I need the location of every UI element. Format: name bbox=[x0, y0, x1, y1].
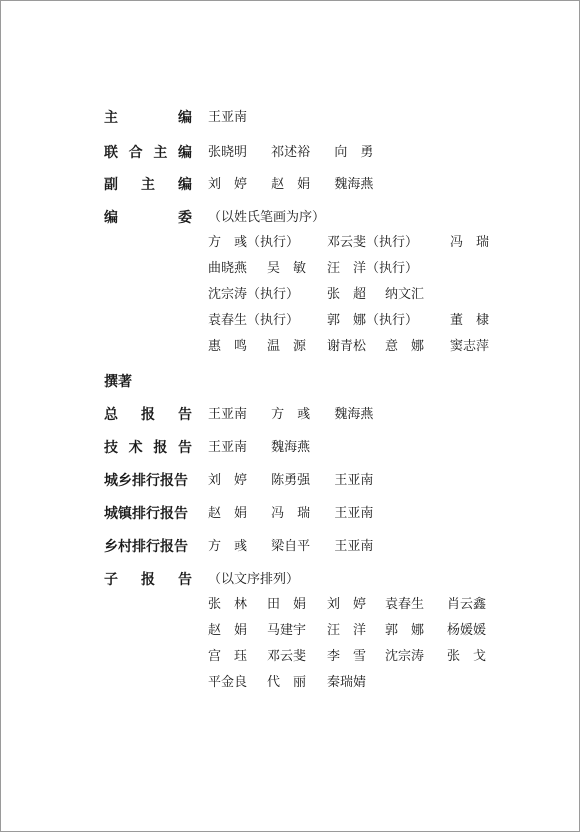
editor-name: 王亚南 bbox=[208, 110, 248, 125]
technical-report-names bbox=[208, 437, 310, 459]
deputy-editor-name: 赵 娟 bbox=[271, 177, 311, 192]
sub-report-name: 宫 珏 bbox=[208, 649, 248, 664]
committee-name: 意 娜 bbox=[385, 339, 425, 354]
sub-report-name: 平金良 bbox=[208, 675, 248, 690]
sub-report-name: 袁春生 bbox=[385, 597, 425, 612]
committee-name: 吴 敏 bbox=[267, 261, 307, 276]
sub-report-name: 秦瑞婧 bbox=[327, 675, 367, 690]
deputy-editor-names bbox=[208, 174, 373, 196]
sub-report-name: 代 丽 bbox=[267, 675, 307, 690]
committee-name: 曲晓燕 bbox=[208, 261, 248, 276]
co-editor-name: 向 勇 bbox=[334, 145, 374, 160]
rural-report-names bbox=[208, 536, 373, 558]
editor-label: 主 编 bbox=[104, 110, 192, 126]
urban-report-name: 冯 瑞 bbox=[271, 506, 311, 521]
sub-report-name: 刘 婷 bbox=[327, 597, 367, 612]
authors-heading: 撰著 bbox=[104, 374, 132, 390]
committee-name: 郭 娜（执行） bbox=[327, 313, 419, 328]
deputy-editor-name: 刘 婷 bbox=[208, 177, 248, 192]
rural-report-label: 乡村排行报告 bbox=[104, 539, 188, 555]
technical-report-label: 技 术 报 告 bbox=[104, 440, 192, 456]
co-editor-name: 张晓明 bbox=[208, 145, 248, 160]
committee-name: 方 彧（执行） bbox=[208, 235, 300, 250]
urban-report-label: 城镇排行报告 bbox=[104, 506, 188, 522]
rural-report-name: 方 彧 bbox=[208, 539, 248, 554]
general-report-label: 总 报 告 bbox=[104, 407, 192, 423]
sub-reports-note: （以文序排列） bbox=[208, 572, 300, 587]
sub-report-name: 郭 娜 bbox=[385, 623, 425, 638]
committee-name: 谢青松 bbox=[327, 339, 367, 354]
sub-report-name: 张 戈 bbox=[447, 649, 487, 664]
committee-label: 编 委 bbox=[104, 210, 192, 226]
editor-names bbox=[208, 107, 247, 129]
co-editor-label: 联 合 主 编 bbox=[104, 145, 192, 161]
committee-name: 汪 洋（执行） bbox=[327, 261, 419, 276]
committee-name: 董 棣 bbox=[450, 313, 490, 328]
sub-reports-label: 子 报 告 bbox=[104, 572, 192, 588]
deputy-editor-label: 副 主 编 bbox=[104, 177, 192, 193]
urban-rural-report-label: 城乡排行报告 bbox=[104, 473, 188, 489]
sub-report-name: 汪 洋 bbox=[327, 623, 367, 638]
sub-report-name: 李 雪 bbox=[327, 649, 367, 664]
committee-name: 沈宗涛（执行） bbox=[208, 287, 300, 302]
committee-name: 冯 瑞 bbox=[450, 235, 490, 250]
committee-name: 窦志萍 bbox=[450, 339, 490, 354]
sub-report-name: 杨媛媛 bbox=[447, 623, 487, 638]
rural-report-name: 梁自平 bbox=[271, 539, 311, 554]
urban-rural-report-name: 王亚南 bbox=[334, 473, 374, 488]
deputy-editor-name: 魏海燕 bbox=[334, 177, 374, 192]
sub-report-name: 马建宇 bbox=[267, 623, 307, 638]
general-report-name: 魏海燕 bbox=[334, 407, 374, 422]
co-editor-names bbox=[208, 142, 373, 164]
urban-rural-report-names bbox=[208, 470, 373, 492]
urban-rural-report-name: 陈勇强 bbox=[271, 473, 311, 488]
sub-report-name: 肖云鑫 bbox=[447, 597, 487, 612]
committee-name: 邓云斐（执行） bbox=[327, 235, 419, 250]
committee-name: 张 超 bbox=[327, 287, 367, 302]
general-report-names bbox=[208, 404, 373, 426]
rural-report-name: 王亚南 bbox=[334, 539, 374, 554]
committee-note: （以姓氏笔画为序） bbox=[208, 210, 326, 225]
sub-report-name: 田 娟 bbox=[267, 597, 307, 612]
committee-name: 温 源 bbox=[267, 339, 307, 354]
urban-report-name: 赵 娟 bbox=[208, 506, 248, 521]
committee-name: 惠 鸣 bbox=[208, 339, 248, 354]
sub-report-name: 赵 娟 bbox=[208, 623, 248, 638]
sub-report-name: 邓云斐 bbox=[267, 649, 307, 664]
urban-report-names bbox=[208, 503, 373, 525]
urban-rural-report-name: 刘 婷 bbox=[208, 473, 248, 488]
general-report-name: 王亚南 bbox=[208, 407, 248, 422]
co-editor-name: 祁述裕 bbox=[271, 145, 311, 160]
urban-report-name: 王亚南 bbox=[334, 506, 374, 521]
sub-report-name: 张 林 bbox=[208, 597, 248, 612]
technical-report-name: 王亚南 bbox=[208, 440, 248, 455]
general-report-name: 方 彧 bbox=[271, 407, 311, 422]
committee-name: 袁春生（执行） bbox=[208, 313, 300, 328]
sub-report-name: 沈宗涛 bbox=[385, 649, 425, 664]
committee-name: 纳文汇 bbox=[385, 287, 425, 302]
technical-report-name: 魏海燕 bbox=[271, 440, 311, 455]
